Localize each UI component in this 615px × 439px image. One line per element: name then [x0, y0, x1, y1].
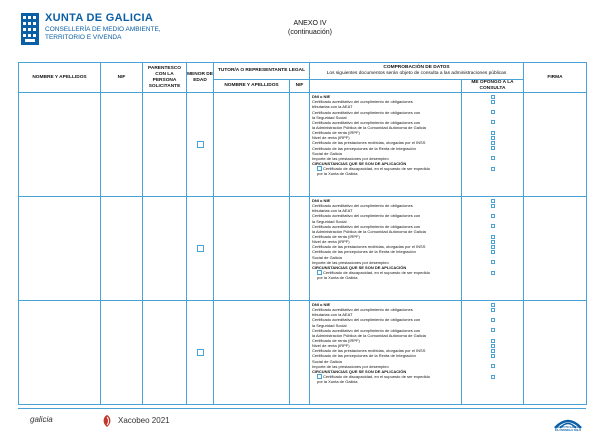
- document-label: Certificado de las prestaciones recibidas, otorgadas por el INSS: [312, 140, 426, 146]
- document-label: Certificado de las percepciones de la Renta de Integración: [312, 353, 416, 359]
- document-label: Social de Galicia: [312, 254, 342, 260]
- minor-cell: [187, 93, 214, 197]
- document-label: Certificado acreditativo del cumplimiento de obligaciones: [312, 203, 413, 209]
- minor-checkbox[interactable]: [197, 349, 204, 356]
- header-minor: MENOR DE EDAD: [187, 63, 214, 93]
- oppose-checkbox[interactable]: [491, 303, 495, 307]
- header-name: NOMBRE Y APELLIDOS: [19, 63, 101, 93]
- member-row: [19, 301, 587, 405]
- document-label: Certificado acreditativo del cumplimiento de obligaciones con: [312, 119, 421, 125]
- oppose-slot: [462, 275, 523, 280]
- oppose-checkbox[interactable]: [491, 214, 495, 218]
- oppose-checkbox[interactable]: [491, 199, 495, 203]
- oppose-checkbox[interactable]: [491, 250, 495, 254]
- document-label: Importe de las prestaciones por desempleo: [312, 259, 389, 265]
- document-label: la Seguridad Social: [312, 322, 347, 328]
- document-item: [312, 379, 461, 384]
- oppose-cell: [462, 93, 524, 197]
- igvs-brand: [548, 426, 588, 432]
- header-oppose: ME OPONGO A LA CONSULTA: [462, 79, 524, 93]
- nif-cell[interactable]: [101, 301, 143, 405]
- document-label: CIRCUNSTANCIAS QUE SE SON DE APLICACIÓN: [312, 264, 407, 270]
- xacobeo-brand: Xacobeo 2021: [118, 416, 170, 425]
- document-label: DNI o NIE: [312, 198, 331, 204]
- document-label: Nivel de renta (IRPF): [312, 343, 350, 349]
- document-label: tributarias con la AEAT: [312, 208, 353, 214]
- oppose-checkbox[interactable]: [491, 141, 495, 145]
- document-label: la Seguridad Social: [312, 218, 347, 224]
- minor-checkbox[interactable]: [197, 245, 204, 252]
- header-docs-blank: [310, 79, 462, 93]
- documents-cell: [310, 301, 462, 405]
- minor-checkbox[interactable]: [197, 141, 204, 148]
- document-label: Certificado de las percepciones de la Renta de Integración: [312, 145, 416, 151]
- document-label: por la Xunta de Galicia: [317, 379, 358, 385]
- document-label: Certificado acreditativo del cumplimiento de obligaciones con: [312, 317, 421, 323]
- oppose-checkbox[interactable]: [491, 240, 495, 244]
- document-label: Certificado acreditativo del cumplimiento de obligaciones con: [312, 213, 421, 219]
- oppose-slot: [462, 171, 523, 176]
- oppose-checkbox[interactable]: [491, 95, 495, 99]
- nif-cell[interactable]: [101, 93, 143, 197]
- relation-cell[interactable]: [143, 301, 187, 405]
- header-tutor-nif: NIF: [290, 79, 310, 93]
- header-data-check-desc: Los siguientes documentos serán objeto de consulta a las administraciones públicas: [326, 70, 507, 76]
- name-cell[interactable]: [19, 93, 101, 197]
- oppose-checkbox[interactable]: [491, 245, 495, 249]
- minor-cell: [187, 301, 214, 405]
- header-tutor-name: NOMBRE Y APELLIDOS: [214, 79, 290, 93]
- document-label: tributarias con la AEAT: [312, 312, 353, 318]
- signature-cell[interactable]: [524, 301, 587, 405]
- documents-cell: [310, 197, 462, 301]
- nif-cell[interactable]: [101, 197, 143, 301]
- header-tutor: TUTOR/A O REPRESENTANTE LEGAL: [214, 63, 310, 80]
- org-name: XUNTA DE GALICIA: [45, 12, 154, 24]
- document-label: Certificado acreditativo del cumplimiento de obligaciones con: [312, 109, 421, 115]
- document-label: la Administración Pública de la Comunidad Autónoma de Galicia: [312, 332, 426, 338]
- document-label: la Seguridad Social: [312, 114, 347, 120]
- header-data-check: [310, 63, 524, 80]
- annex-title: ANEXO IV: [293, 20, 327, 27]
- tutor-name-cell[interactable]: [214, 197, 290, 301]
- document-label: Certificado de las prestaciones recibidas, otorgadas por el INSS: [312, 348, 426, 354]
- document-label: Certificado de discapacidad, en el supuesto de ser expedido: [323, 166, 430, 172]
- document-label: Certificado de las percepciones de la Renta de Integración: [312, 249, 416, 255]
- tutor-nif-cell[interactable]: [290, 301, 310, 405]
- member-row: [19, 93, 587, 197]
- disability-checkbox[interactable]: [317, 374, 322, 379]
- oppose-checkbox[interactable]: [491, 146, 495, 150]
- document-label: Certificado acreditativo del cumplimiento de obligaciones con: [312, 327, 421, 333]
- document-label: tributarias con la AEAT: [312, 104, 353, 110]
- document-item: [312, 275, 461, 280]
- department-line-2: TERRITORIO E VIVENDA: [45, 34, 122, 41]
- document-label: Certificado acreditativo del cumplimiento de obligaciones: [312, 307, 413, 313]
- document-label: Certificado de discapacidad, en el supuesto de ser expedido: [323, 270, 430, 276]
- xunta-shield-icon: [20, 12, 40, 46]
- tutor-name-cell[interactable]: [214, 93, 290, 197]
- oppose-checkbox[interactable]: [491, 120, 495, 124]
- oppose-checkbox[interactable]: [491, 344, 495, 348]
- household-members-table: [18, 62, 587, 405]
- oppose-checkbox[interactable]: [491, 235, 495, 239]
- document-label: Certificado de renta (IRPF): [312, 130, 360, 136]
- igvs-line-2: DA VIVENDA E SOLO: [554, 429, 582, 432]
- header-nif: NIF: [101, 63, 143, 93]
- name-cell[interactable]: [19, 301, 101, 405]
- xunta-logo: [20, 12, 260, 54]
- document-label: Certificado de renta (IRPF): [312, 337, 360, 343]
- oppose-checkbox[interactable]: [491, 354, 495, 358]
- document-label: la Administración Pública de la Comunidad Autónoma de Galicia: [312, 124, 426, 130]
- oppose-checkbox[interactable]: [491, 100, 495, 104]
- document-label: CIRCUNSTANCIAS QUE SE SON DE APLICACIÓN: [312, 160, 407, 166]
- oppose-checkbox[interactable]: [491, 375, 495, 379]
- document-label: Certificado de discapacidad, en el supuesto de ser expedido: [323, 373, 430, 379]
- header-relation: PARENTESCO CON LA PERSONA SOLICITANTE: [143, 63, 187, 93]
- document-label: Certificado de las prestaciones recibidas, otorgadas por el INSS: [312, 244, 426, 250]
- document-label: DNI o NIE: [312, 302, 331, 307]
- annex-subtitle: (continuación): [288, 29, 332, 36]
- oppose-checkbox[interactable]: [491, 308, 495, 312]
- oppose-checkbox[interactable]: [491, 271, 495, 275]
- footer-divider: [18, 408, 586, 409]
- document-label: por la Xunta de Galicia: [317, 171, 358, 177]
- document-label: DNI o NIE: [312, 94, 331, 100]
- minor-cell: [187, 197, 214, 301]
- document-label: Nivel de renta (IRPF): [312, 135, 350, 141]
- document-label: por la Xunta de Galicia: [317, 275, 358, 281]
- header-signature: FIRMA: [524, 63, 587, 93]
- disability-checkbox[interactable]: [317, 270, 322, 275]
- tutor-nif-cell[interactable]: [290, 93, 310, 197]
- oppose-slot: [462, 379, 523, 384]
- galicia-brand: galicia: [30, 415, 53, 424]
- oppose-checkbox[interactable]: [491, 339, 495, 343]
- relation-cell[interactable]: [143, 197, 187, 301]
- document-label: Social de Galicia: [312, 150, 342, 156]
- department-name: [45, 26, 225, 42]
- oppose-checkbox[interactable]: [491, 131, 495, 135]
- oppose-checkbox[interactable]: [491, 328, 495, 332]
- oppose-checkbox[interactable]: [491, 156, 495, 160]
- tutor-name-cell[interactable]: [214, 301, 290, 405]
- relation-cell[interactable]: [143, 93, 187, 197]
- document-label: la Administración Pública de la Comunidad Autónoma de Galicia: [312, 228, 426, 234]
- oppose-checkbox[interactable]: [491, 110, 495, 114]
- member-row: [19, 197, 587, 301]
- department-line-1: CONSELLERÍA DE MEDIO AMBIENTE,: [45, 26, 161, 33]
- name-cell[interactable]: [19, 197, 101, 301]
- signature-cell[interactable]: [524, 93, 587, 197]
- document-label: Nivel de renta (IRPF): [312, 239, 350, 245]
- oppose-checkbox[interactable]: [491, 318, 495, 322]
- document-label: Certificado de renta (IRPF): [312, 234, 360, 240]
- oppose-checkbox[interactable]: [491, 349, 495, 353]
- tutor-nif-cell[interactable]: [290, 197, 310, 301]
- xacobeo-icon: [100, 414, 114, 428]
- document-label: Social de Galicia: [312, 358, 342, 364]
- header-data-check-title: COMPROBACIÓN DE DATOS: [383, 64, 450, 70]
- document-label: Certificado acreditativo del cumplimiento de obligaciones con: [312, 223, 421, 229]
- oppose-checkbox[interactable]: [491, 224, 495, 228]
- document-label: Certificado acreditativo del cumplimiento de obligaciones: [312, 99, 413, 105]
- oppose-checkbox[interactable]: [491, 136, 495, 140]
- igvs-line-1: INSTITUTO GALEGO: [555, 426, 581, 429]
- signature-cell[interactable]: [524, 197, 587, 301]
- oppose-cell: [462, 197, 524, 301]
- document-item: [312, 171, 461, 176]
- document-label: Importe de las prestaciones por desempleo: [312, 155, 389, 161]
- disability-checkbox[interactable]: [317, 166, 322, 171]
- annex-heading: [260, 19, 360, 37]
- document-label: CIRCUNSTANCIAS QUE SE SON DE APLICACIÓN: [312, 368, 407, 374]
- oppose-cell: [462, 301, 524, 405]
- oppose-checkbox[interactable]: [491, 260, 495, 264]
- oppose-checkbox[interactable]: [491, 167, 495, 171]
- oppose-checkbox[interactable]: [491, 364, 495, 368]
- documents-cell: [310, 93, 462, 197]
- oppose-checkbox[interactable]: [491, 204, 495, 208]
- document-label: Importe de las prestaciones por desempleo: [312, 363, 389, 369]
